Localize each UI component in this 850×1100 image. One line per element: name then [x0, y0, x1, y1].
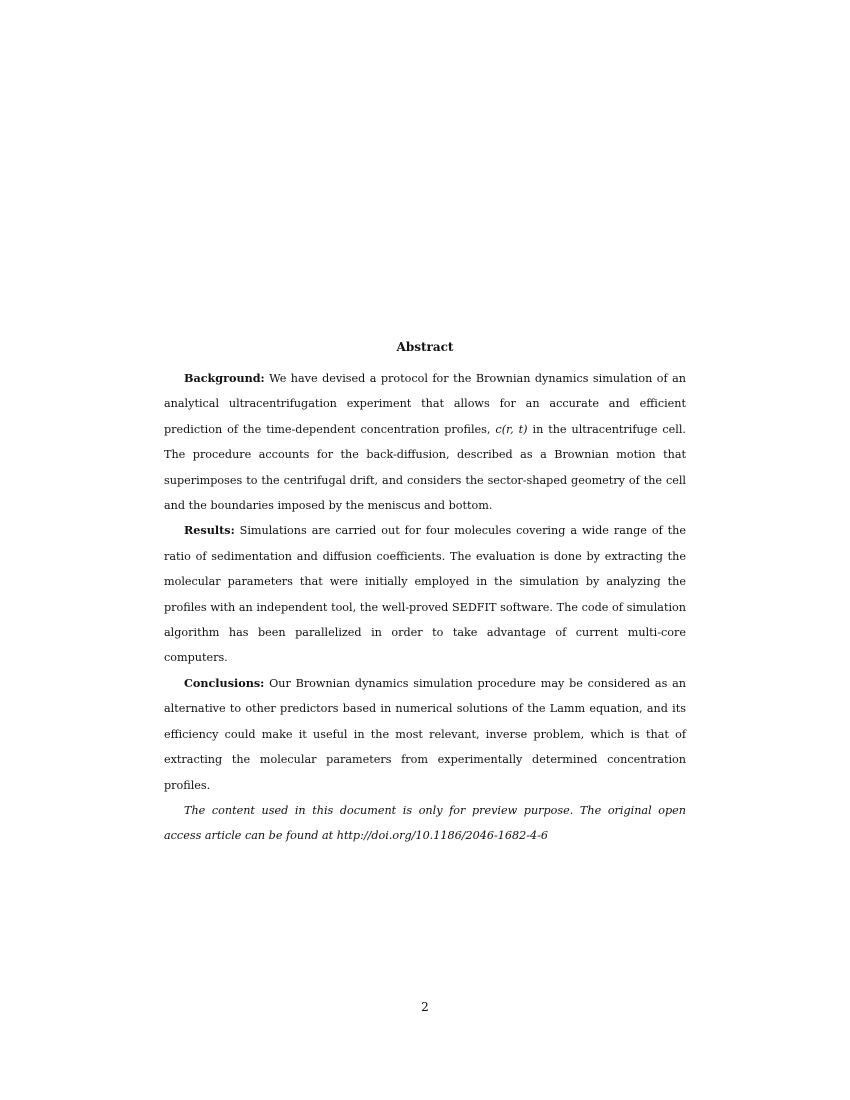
concentration-expression: c(r, t) [495, 422, 528, 436]
background-paragraph [164, 366, 686, 518]
background-label: Background: [184, 371, 265, 385]
abstract-body [164, 366, 686, 849]
preview-notice: The content used in this document is only for preview purpose. The original open access article can be found at http://doi.org/10.1186/2046-1682-4-6 [164, 803, 686, 843]
background-text-start: We have devised a protocol for the Brownian dynamics simulation of an analytical ultracentrifugation experiment that allows for an accurate and efficient prediction of the time-dependent concentration profiles, [164, 372, 686, 436]
results-text: Simulations are carried out for four molecules covering a wide range of the ratio of sedimentation and diffusion coefficients. The evaluation is done by extracting the molecular parameters that were initially employed in the simulation by analyzing the profiles with an independent tool, the well-proved SEDFIT software. The code of simulation algorithm has been parallelized in order to take advantage of current multi-core computers. [164, 524, 686, 665]
conclusions-label: Conclusions: [184, 675, 265, 690]
conclusions-text: Our Brownian dynamics simulation procedure may be considered as an alternative to other predictors based in numerical solutions of the Lamm equation, and its efficiency could make it useful in the most relevant, inverse problem, which is that of extracting the molecular parameters from experimentally determined concentration profiles. [164, 676, 686, 792]
abstract-title: Abstract [396, 340, 454, 354]
page-number: 2 [421, 1000, 429, 1014]
results-paragraph [164, 518, 686, 670]
results-label: Results: [184, 523, 235, 538]
background-text-end: in the ultracentrifuge cell. The procedure accounts for the back-diffusion, described as a Brownian motion that superimposes to the centrifugal drift, and considers the sector-shaped geometry of the cell and the boundaries imposed by the meniscus and bottom. [164, 422, 686, 513]
conclusions-paragraph [164, 671, 686, 798]
